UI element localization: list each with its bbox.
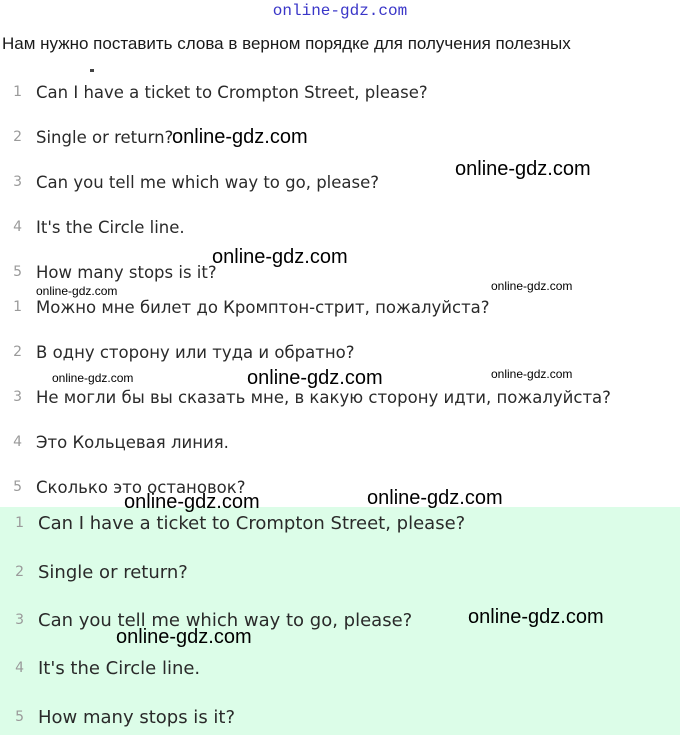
item-text: Это Кольцевая линия. [36,432,229,452]
watermark: online-gdz.com [491,367,573,381]
list-item [0,77,428,107]
list-item [0,653,200,683]
item-number: 2 [13,344,22,360]
watermark: online-gdz.com [52,371,134,385]
item-number: 3 [13,174,22,190]
item-text: Can you tell me which way to go, please? [38,609,413,631]
watermark: online-gdz.com [172,126,308,148]
item-text: Не могли бы вы сказать мне, в какую сторону идти, пожалуйста? [36,387,611,407]
list-item [0,167,379,197]
item-text: В одну сторону или туда и обратно? [36,342,355,362]
item-text: It's the Circle line. [36,217,185,237]
item-text: Single or return? [38,561,188,583]
watermark: online-gdz.com [468,606,604,628]
item-text: How many stops is it? [38,706,236,728]
site-header: online-gdz.com [272,2,408,20]
watermark: online-gdz.com [212,246,348,268]
item-text: How many stops is it? [36,262,217,282]
item-number: 5 [13,479,22,495]
list-item [0,257,217,287]
stray-mark [90,69,94,72]
item-number: 3 [15,612,24,628]
watermark: online-gdz.com [36,284,118,298]
item-number: 5 [13,264,22,280]
item-text: Can you tell me which way to go, please? [36,172,380,192]
item-number: 4 [15,660,24,676]
item-number: 4 [13,219,22,235]
watermark: online-gdz.com [491,279,573,293]
item-number: 2 [13,129,22,145]
watermark: online-gdz.com [455,158,591,180]
item-number: 5 [15,709,24,725]
watermark: online-gdz.com [247,367,383,389]
item-number: 2 [15,564,24,580]
item-number: 1 [13,84,22,100]
list-item [0,337,354,367]
item-number: 1 [13,299,22,315]
item-number: 4 [13,434,22,450]
item-text: Single or return? [36,127,174,147]
list-item [0,427,229,457]
list-item [0,212,185,242]
item-text: Can I have a ticket to Crompton Street, please? [38,512,466,534]
item-text: It's the Circle line. [38,657,201,679]
watermark: online-gdz.com [367,487,503,509]
list-item [0,557,188,587]
watermark: online-gdz.com [124,491,260,513]
item-text: Can I have a ticket to Crompton Street, please? [36,82,428,102]
item-text: Можно мне билет до Кромптон-стрит, пожалуйста? [36,297,490,317]
watermark: online-gdz.com [116,626,252,648]
task-intro: Нам нужно поставить слова в верном порядке для получения полезных [2,34,571,53]
list-item [0,702,235,732]
item-text: Сколько это остановок? [36,477,246,497]
list-item [0,122,173,152]
item-number: 3 [13,389,22,405]
item-number: 1 [15,515,24,531]
